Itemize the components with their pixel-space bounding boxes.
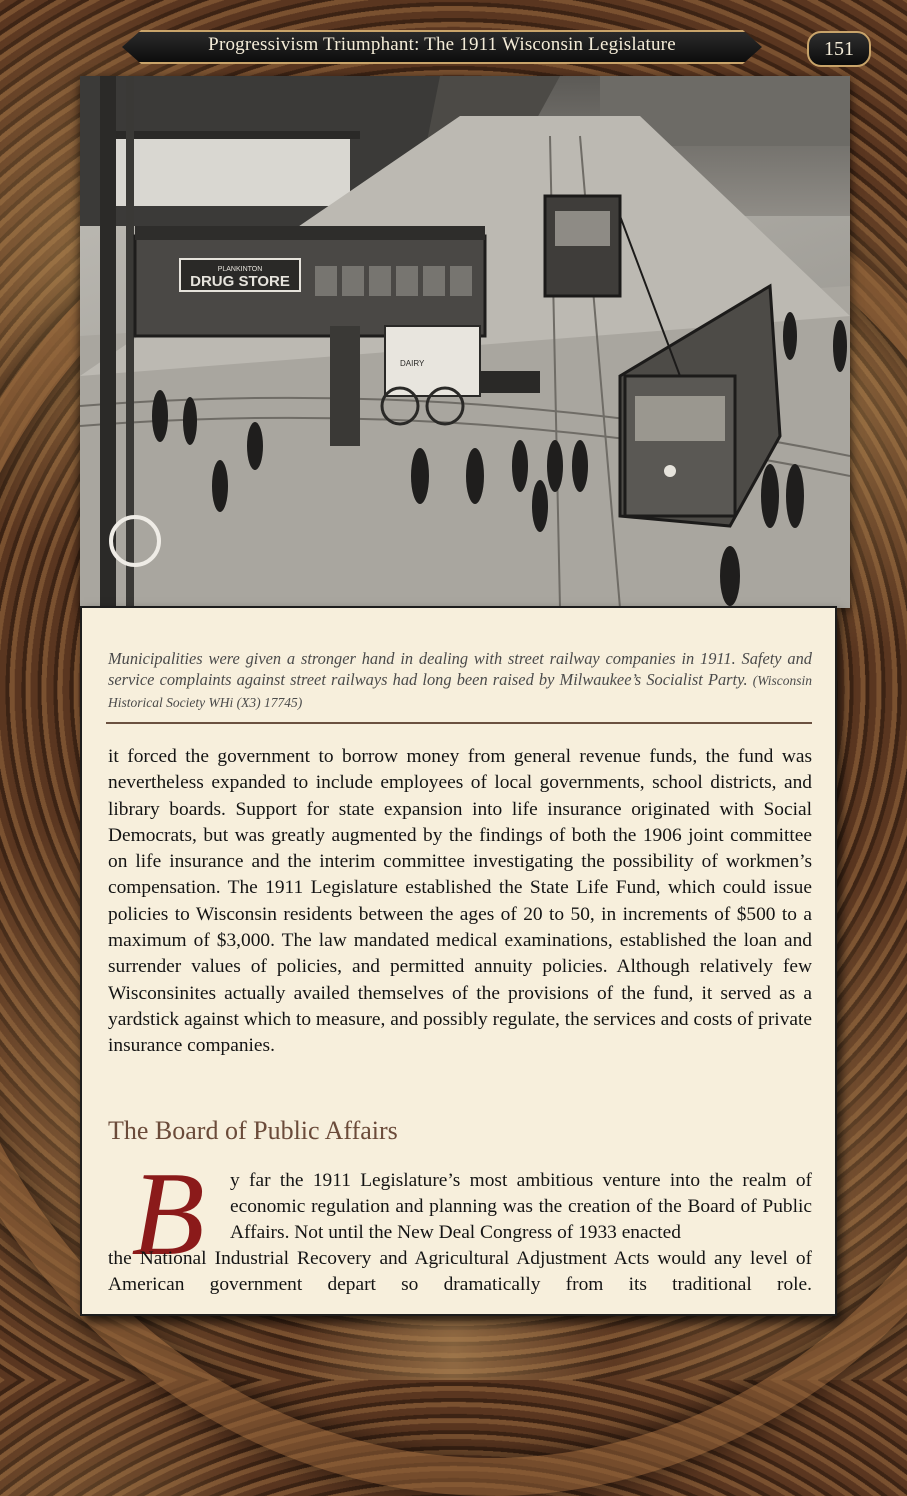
photo-caption — [108, 648, 812, 713]
caption-text: Municipalities were given a stronger hand in dealing with street railway companies in 1911. Safety and service complaints against street railways had long been raised by Milwaukee’s Socialist Party. — [108, 649, 812, 689]
caption-credit: (Wisconsin Historical Society WHi (X3) 17745) — [108, 673, 812, 710]
running-header-title: Progressivism Triumphant: The 1911 Wisconsin Legislature — [208, 34, 676, 55]
section-heading: The Board of Public Affairs — [108, 1116, 398, 1145]
drug-store-sign-text: DRUG STORE — [190, 273, 290, 290]
historical-street-photo — [80, 76, 850, 608]
body-paragraph-2-start: y far the 1911 Legislature’s most ambitious venture into the realm of economic regulation and planning was the creation of the Board of Public Affairs. Not until the New Deal Congress of 1933 enacted — [230, 1170, 812, 1243]
dairy-wagon-text: DAIRY — [400, 359, 425, 368]
caption-divider — [106, 722, 812, 724]
body-paragraph-2-rest: the National Industrial Recovery and Agricultural Adjustment Acts would any level of American government depart so dramatically from its traditional role. — [108, 1248, 812, 1295]
dropcap-letter: B — [131, 1158, 205, 1270]
store-sign-small-text: PLANKINTON — [217, 266, 263, 273]
body-paragraph-1: it forced the government to borrow money from general revenue funds, the fund was nevertheless expanded to include employees of local governments, school districts, and library boards. Support for state expansion into life insurance originated with Social Democrats, but was greatly augmented by the findings of both the 1906 joint committee on life insurance and the interim committee investigating the possibility of workmen’s compensation. The 1911 Legislature established the State Life Fund, which could issue policies to Wisconsin residents between the ages of 20 to 50, in increments of $500 to a maximum of $3,000. The law mandated medical examinations, established the loan and surrender values of policies, and permitted annuity policies. Although relatively few Wisconsinites actually availed themselves of the provisions of the fund, it served as a yardstick against which to measure, and possibly regulate, the services and costs of private insurance companies. — [108, 746, 812, 1057]
page-number-badge: 151 — [807, 31, 871, 67]
street-scene-illustration — [80, 76, 850, 608]
